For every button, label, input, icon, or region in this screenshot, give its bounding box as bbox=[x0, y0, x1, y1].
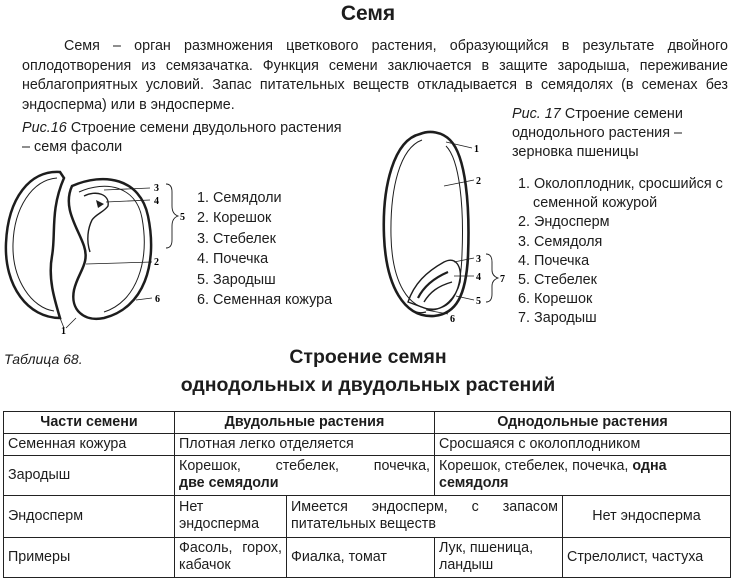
legend16-item: 6. Семенная кожура bbox=[197, 292, 333, 309]
table-header-row bbox=[4, 412, 731, 434]
table-title-line2: однодольных и двудольных растений bbox=[180, 374, 556, 396]
cell-monocot-bold: одна семядоля bbox=[439, 458, 667, 492]
figure17-caption-text: Строение семени однодольного растения – зерновка пшеницы bbox=[512, 106, 683, 160]
cell-part: Зародыш bbox=[4, 456, 175, 495]
cell-monocot-text: Корешок, стебелек, почечка, bbox=[439, 458, 629, 475]
fig17-callout-7: 7 bbox=[500, 274, 505, 285]
fig17-callout-6: 6 bbox=[450, 314, 455, 325]
fig16-callout-3: 3 bbox=[154, 183, 159, 194]
legend16-item: 1. Семядоли bbox=[197, 190, 282, 206]
cell-dicot-b: Фиалка, томат bbox=[287, 537, 435, 577]
cell-dicot: Плотная легко отделяется bbox=[175, 434, 435, 456]
cell-dicot-a: Фасоль, горох, кабачок bbox=[175, 537, 287, 577]
legend17-item: 3. Семядоля bbox=[518, 233, 603, 250]
figure16-caption bbox=[22, 119, 342, 157]
legend17-item: 4. Почечка bbox=[518, 252, 590, 269]
fig17-callout-3: 3 bbox=[476, 254, 481, 265]
intro-paragraph: Семя – орган размножения цветкового растения, образующийся в результате двойного оплодотворения из семязачатка. Функция семени заключается в защите зародыша, переживание неблагоприятных условий. Запас питательных веществ откладывается в семядолях (в семенах без эндосперма) или в эндосперме. bbox=[22, 38, 728, 113]
page-title: Семя bbox=[340, 2, 396, 25]
table-row bbox=[4, 456, 731, 495]
bean-seed-illustration bbox=[0, 168, 195, 336]
header-parts: Части семени bbox=[4, 412, 175, 434]
wheat-grain-illustration bbox=[374, 126, 509, 326]
figure16-legend bbox=[197, 188, 332, 310]
table-title bbox=[0, 343, 736, 399]
cell-dicot-bold: две семядоли bbox=[179, 475, 279, 492]
cell-monocot-b: Стрелолист, частуха bbox=[563, 537, 731, 577]
fig16-callout-4: 4 bbox=[154, 196, 159, 207]
legend17-item: 6. Корешок bbox=[518, 291, 593, 308]
cell-part: Эндосперм bbox=[4, 495, 175, 537]
legend17-item: 7. Зародыш bbox=[518, 310, 597, 327]
cell-dicot-text: Корешок, стебелек, почечка, bbox=[179, 458, 430, 475]
figure17-caption bbox=[512, 105, 732, 162]
header-monocots: Однодольные растения bbox=[435, 412, 731, 434]
cell-dicot-b: Имеется эндосперм, с запасом питательных веществ bbox=[287, 495, 563, 537]
cell-dicot bbox=[175, 456, 435, 495]
cell-part: Семенная кожура bbox=[4, 434, 175, 456]
legend16-item: 4. Почечка bbox=[197, 251, 269, 268]
cell-monocot bbox=[435, 456, 731, 495]
cell-monocot: Нет эндосперма bbox=[563, 495, 731, 537]
fig16-callout-5: 5 bbox=[180, 212, 185, 223]
legend16-item: 3. Стебелек bbox=[197, 230, 276, 247]
fig17-callout-5: 5 bbox=[476, 296, 481, 307]
fig17-callout-1: 1 bbox=[474, 144, 479, 155]
figure16-caption-text: Строение семени двудольного растения – семя фасоли bbox=[22, 120, 342, 155]
cell-monocot: Сросшаяся с околоплодником bbox=[435, 434, 731, 456]
fig16-callout-1: 1 bbox=[61, 326, 66, 336]
table-row bbox=[4, 537, 731, 577]
fig16-callout-6: 6 bbox=[155, 294, 160, 305]
legend17-item: 2. Эндосперм bbox=[518, 214, 610, 231]
cell-monocot-a: Лук, пшеница, ландыш bbox=[435, 537, 563, 577]
legend17-item: 1. Околоплодник, сросшийся с семенной кожурой bbox=[518, 176, 723, 212]
cell-dicot-a: Нет эндосперма bbox=[175, 495, 287, 537]
fig17-callout-2: 2 bbox=[476, 176, 481, 187]
table-row bbox=[4, 495, 731, 537]
seed-structure-table bbox=[3, 411, 731, 578]
fig17-callout-4: 4 bbox=[476, 272, 481, 283]
figure17-legend bbox=[518, 175, 733, 329]
table-title-line1: Строение семян bbox=[289, 346, 447, 368]
legend16-item: 2. Корешок bbox=[197, 210, 272, 227]
figure16-label: Рис.16 bbox=[22, 120, 67, 136]
figure17-label: Рис. 17 bbox=[512, 106, 561, 122]
header-dicots: Двудольные растения bbox=[175, 412, 435, 434]
fig16-callout-2: 2 bbox=[154, 257, 159, 268]
legend17-item: 5. Стебелек bbox=[518, 272, 597, 289]
table-number-label: Таблица 68. bbox=[4, 351, 83, 367]
legend16-item: 5. Зародыш bbox=[197, 271, 276, 288]
cell-part: Примеры bbox=[4, 537, 175, 577]
table-row bbox=[4, 434, 731, 456]
